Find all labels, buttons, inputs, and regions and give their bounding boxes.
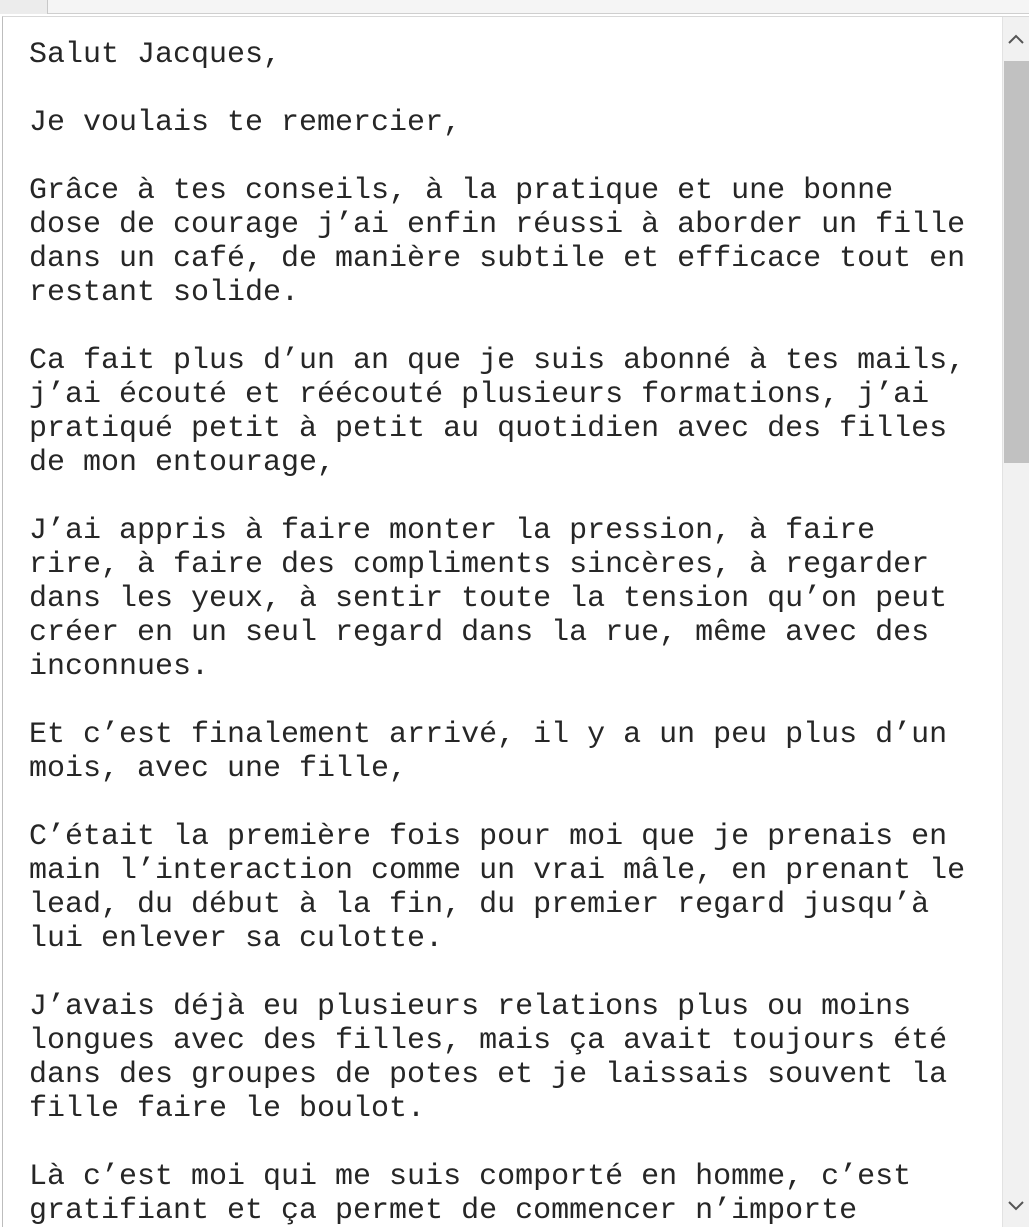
text-line [29, 786, 999, 820]
scrollbar-thumb[interactable] [1004, 61, 1029, 463]
vertical-scrollbar[interactable] [1002, 17, 1029, 1227]
text-line [29, 1126, 999, 1160]
text-line [29, 140, 999, 174]
text-line: Salut Jacques, [29, 38, 282, 72]
text-line: fille faire le boulot. [29, 1092, 426, 1126]
text-line: restant solide. [29, 276, 300, 310]
editor-tab[interactable] [0, 0, 48, 14]
text-line: Je voulais te remercier, [29, 106, 462, 140]
text-line: dans un café, de manière subtile et efficace tout en [29, 242, 966, 276]
text-line: dose de courage j’ai enfin réussi à aborder un fille [29, 208, 966, 242]
text-line: Ca fait plus d’un an que je suis abonné à tes mails, [29, 344, 966, 378]
message-text-area[interactable] [29, 38, 999, 1227]
text-line: C’était la première fois pour moi que je prenais en [29, 820, 948, 854]
text-line: main l’interaction comme un vrai mâle, en prenant le [29, 854, 966, 888]
text-line: rire, à faire des compliments sincères, à regarder [29, 548, 930, 582]
text-line: lui enlever sa culotte. [29, 922, 444, 956]
text-line: J’avais déjà eu plusieurs relations plus ou moins [29, 990, 912, 1024]
chevron-up-icon [1007, 33, 1025, 45]
chevron-down-icon [1007, 1200, 1025, 1212]
text-line: créer en un seul regard dans la rue, même avec des [29, 616, 930, 650]
message-editor[interactable] [2, 16, 1029, 1227]
text-line [29, 480, 999, 514]
text-line: inconnues. [29, 650, 210, 684]
scroll-up-button[interactable] [1003, 19, 1029, 59]
text-line: mois, avec une fille, [29, 752, 408, 786]
text-line: gratifiant et ça permet de commencer n’importe [29, 1194, 858, 1227]
text-line: dans les yeux, à sentir toute la tension qu’on peut [29, 582, 948, 616]
text-line: Grâce à tes conseils, à la pratique et une bonne [29, 174, 894, 208]
text-line: dans des groupes de potes et je laissais souvent la [29, 1058, 948, 1092]
text-line: J’ai appris à faire monter la pression, à faire [29, 514, 876, 548]
text-line: Et c’est finalement arrivé, il y a un peu plus d’un [29, 718, 948, 752]
text-line: lead, du début à la fin, du premier regard jusqu’à [29, 888, 930, 922]
text-line [29, 72, 999, 106]
text-line [29, 310, 999, 344]
text-line: longues avec des filles, mais ça avait toujours été [29, 1024, 948, 1058]
text-line [29, 684, 999, 718]
scroll-down-button[interactable] [1003, 1186, 1029, 1226]
text-line: Là c’est moi qui me suis comporté en homme, c’est [29, 1160, 912, 1194]
editor-top-bar [0, 0, 1029, 14]
text-line: j’ai écouté et réécouté plusieurs formations, j’ai [29, 378, 930, 412]
text-line: pratiqué petit à petit au quotidien avec des filles [29, 412, 948, 446]
text-line: de mon entourage, [29, 446, 336, 480]
text-line [29, 956, 999, 990]
